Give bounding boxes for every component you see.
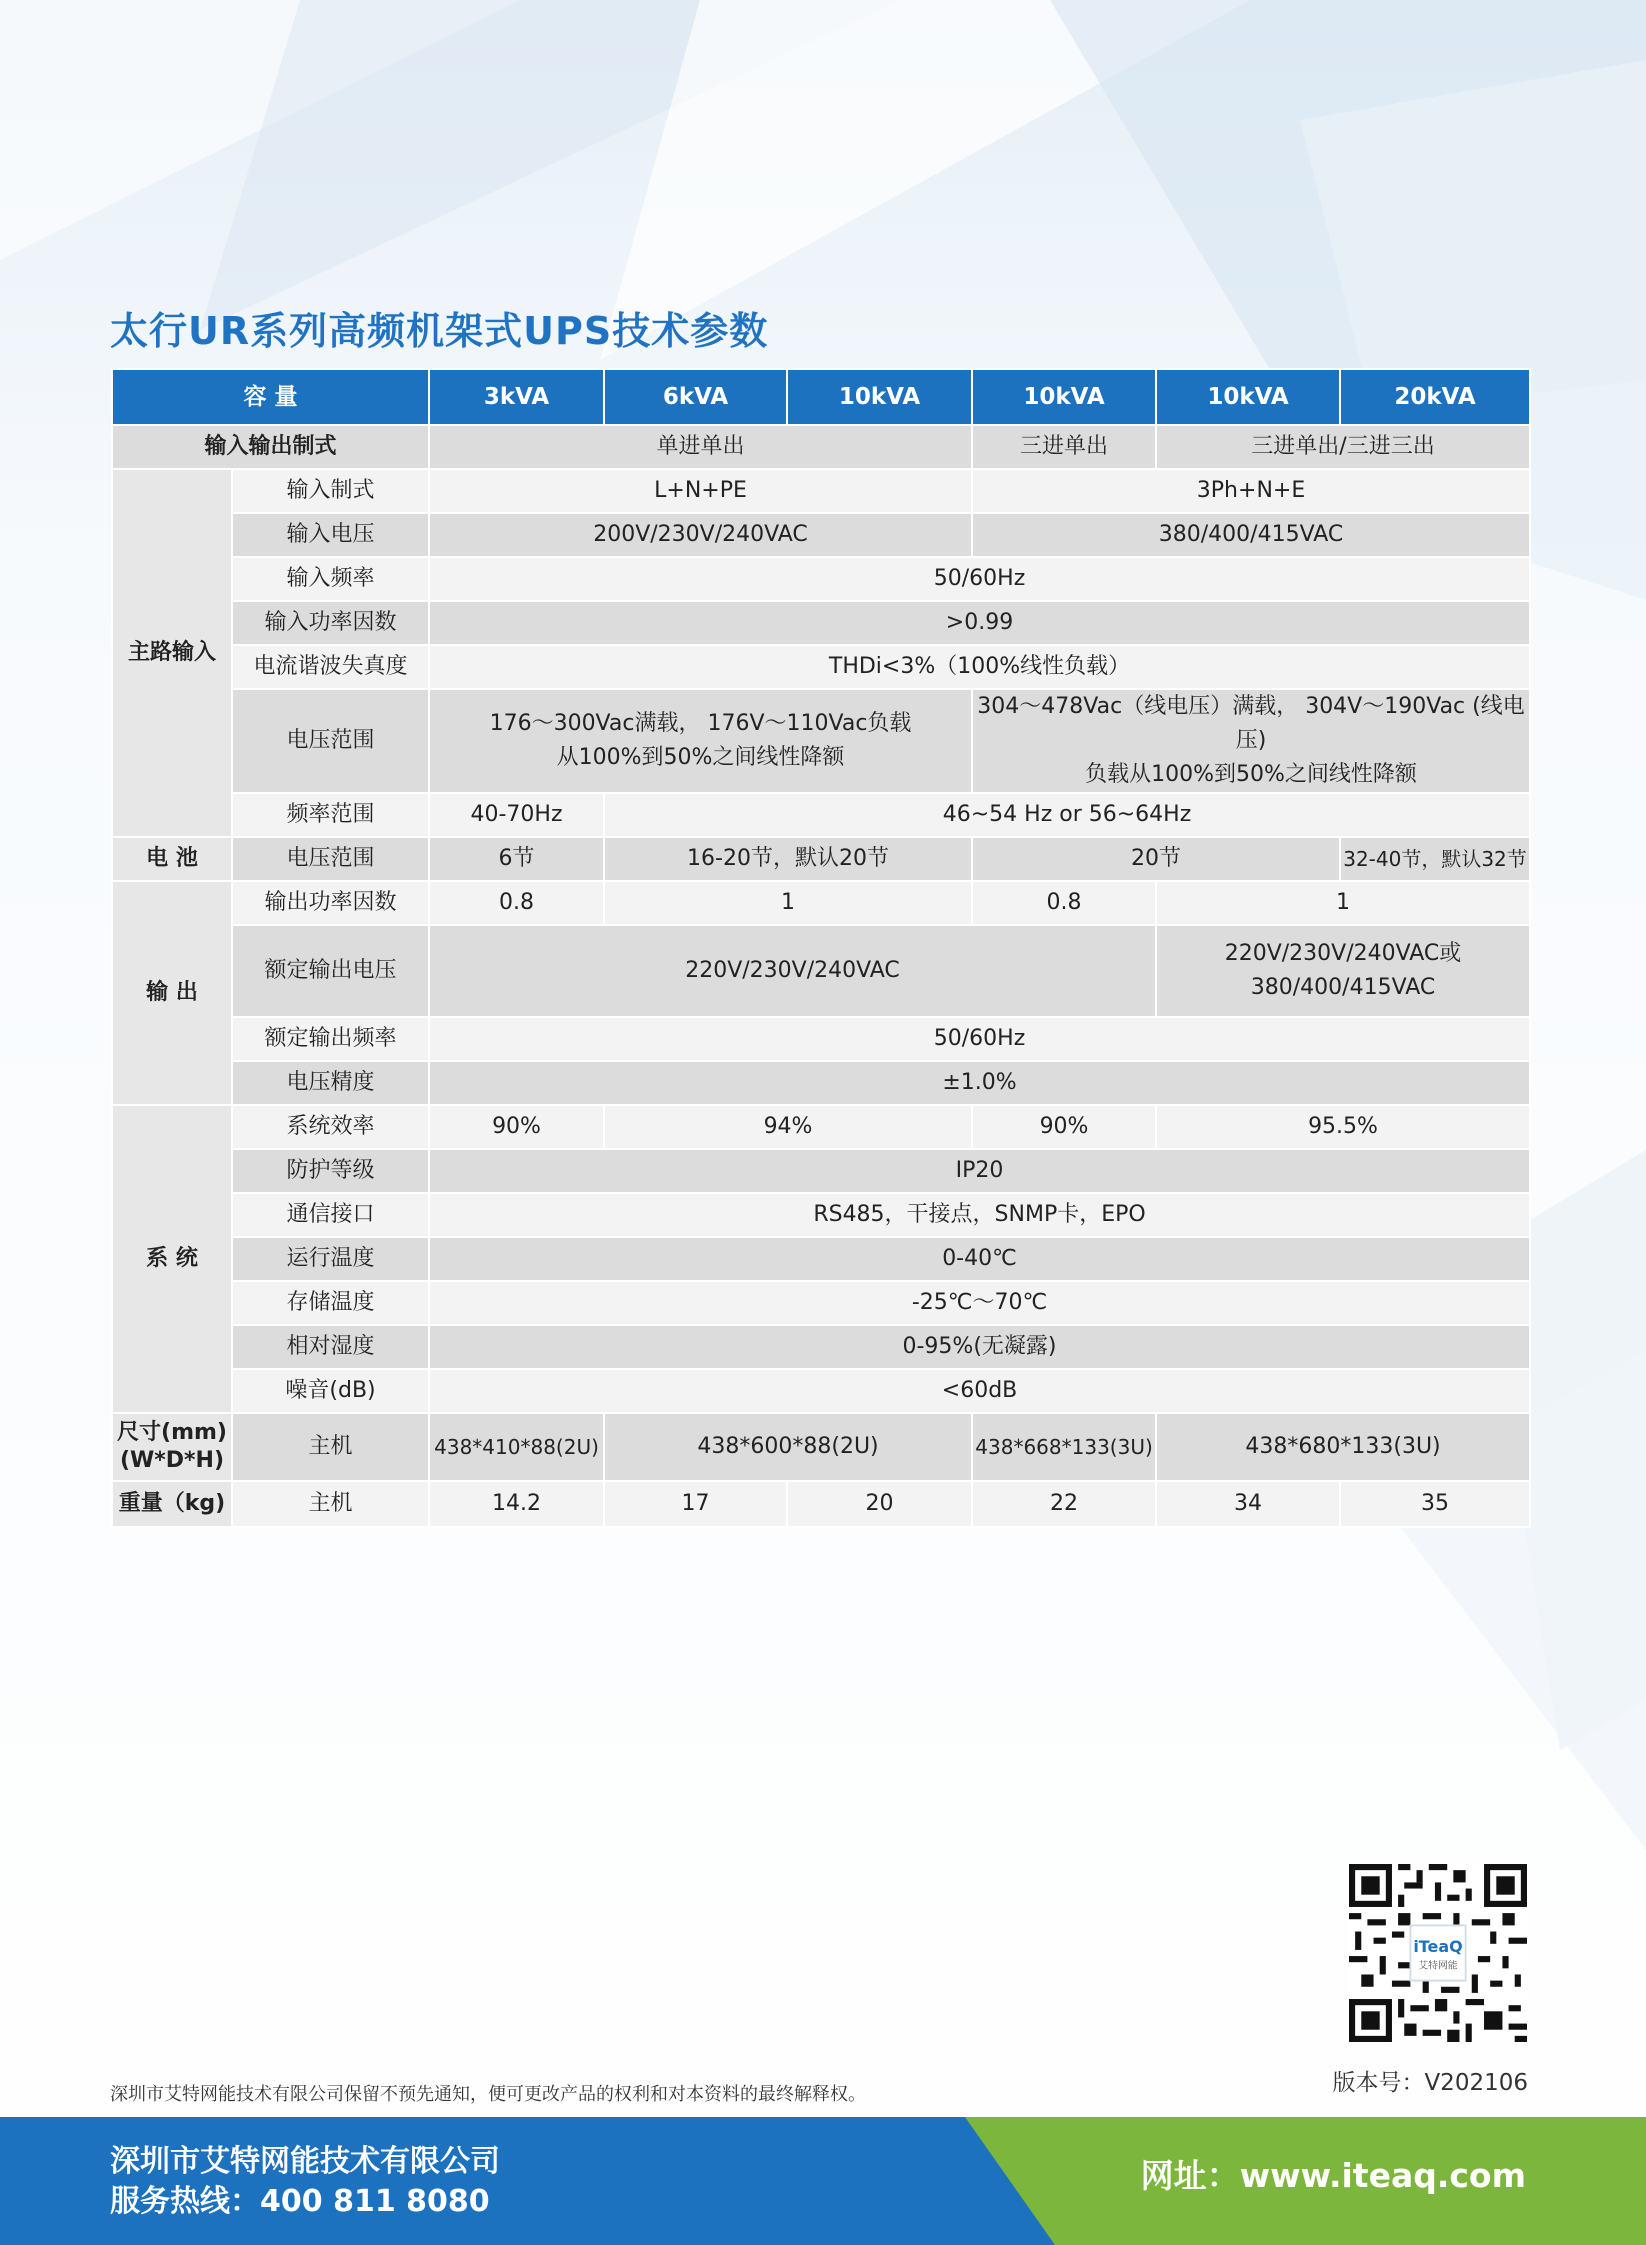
row-label: 通信接口 [232, 1193, 429, 1237]
table-row [112, 1281, 1530, 1325]
table-row [112, 1413, 1530, 1481]
category-output: 输 出 [112, 881, 232, 1105]
row-label: 主机 [232, 1481, 429, 1527]
table-cell: 22 [972, 1481, 1156, 1527]
model-header: 20kVA [1340, 369, 1530, 425]
version-number: 版本号：V202106 [1332, 2070, 1528, 2096]
category-weight: 重量（kg) [112, 1481, 232, 1527]
table-row [112, 1105, 1530, 1149]
row-label: 电压范围 [232, 689, 429, 793]
table-cell: 20节 [972, 837, 1340, 881]
io-mode-label: 输入输出制式 [112, 425, 429, 469]
table-cell: 304～478Vac（线电压）满载， 304V～190Vac (线电压) 负载从100%到50%之间线性降额 [972, 689, 1530, 793]
page-title: 太行UR系列高频机架式UPS技术参数 [110, 309, 769, 353]
table-cell: 46~54 Hz or 56~64Hz [604, 793, 1530, 837]
table-cell: 1 [604, 881, 972, 925]
table-row [112, 1481, 1530, 1527]
table-cell: 438*410*88(2U) [429, 1413, 604, 1481]
table-cell: ±1.0% [429, 1061, 1530, 1105]
qr-code-icon [1349, 1864, 1527, 2042]
table-row [112, 425, 1530, 469]
table-cell: 380/400/415VAC [972, 513, 1530, 557]
table-cell: 1 [1156, 881, 1530, 925]
table-cell: >0.99 [429, 601, 1530, 645]
table-cell: 176～300Vac满载， 176V～110Vac负载 从100%到50%之间线性降额 [429, 689, 972, 793]
row-label: 主机 [232, 1413, 429, 1481]
table-cell: 94% [604, 1105, 972, 1149]
table-row [112, 1237, 1530, 1281]
table-cell: 0-95%(无凝露) [429, 1325, 1530, 1369]
table-cell: 16-20节，默认20节 [604, 837, 972, 881]
table-row [112, 1017, 1530, 1061]
row-label: 系统效率 [232, 1105, 429, 1149]
table-row [112, 837, 1530, 881]
table-cell: 20 [787, 1481, 972, 1527]
table-cell: 三进单出 [972, 425, 1156, 469]
row-label: 电压精度 [232, 1061, 429, 1105]
model-header: 10kVA [1156, 369, 1340, 425]
row-label: 运行温度 [232, 1237, 429, 1281]
row-label: 防护等级 [232, 1149, 429, 1193]
table-cell: 0-40℃ [429, 1237, 1530, 1281]
table-cell: 90% [429, 1105, 604, 1149]
table-row [112, 689, 1530, 793]
row-label: 输入电压 [232, 513, 429, 557]
table-cell: 90% [972, 1105, 1156, 1149]
category-dimensions: 尺寸(mm) (W*D*H) [112, 1413, 232, 1481]
row-label: 输入功率因数 [232, 601, 429, 645]
table-cell: 220V/230V/240VAC [429, 925, 1156, 1017]
table-cell: 35 [1340, 1481, 1530, 1527]
row-label: 额定输出频率 [232, 1017, 429, 1061]
table-cell: <60dB [429, 1369, 1530, 1413]
table-cell: THDi<3%（100%线性负载） [429, 645, 1530, 689]
table-cell: 50/60Hz [429, 1017, 1530, 1061]
table-row [112, 1325, 1530, 1369]
category-main-input: 主路输入 [112, 469, 232, 837]
row-label: 电流谐波失真度 [232, 645, 429, 689]
table-cell: 34 [1156, 1481, 1340, 1527]
row-label: 额定输出电压 [232, 925, 429, 1017]
row-label: 输出功率因数 [232, 881, 429, 925]
table-cell: 95.5% [1156, 1105, 1530, 1149]
row-label: 输入频率 [232, 557, 429, 601]
table-cell: IP20 [429, 1149, 1530, 1193]
row-label: 电压范围 [232, 837, 429, 881]
table-cell: RS485，干接点，SNMP卡，EPO [429, 1193, 1530, 1237]
table-cell: 220V/230V/240VAC或 380/400/415VAC [1156, 925, 1530, 1017]
table-row [112, 1149, 1530, 1193]
table-cell: 三进单出/三进三出 [1156, 425, 1530, 469]
table-row [112, 1061, 1530, 1105]
table-row [112, 469, 1530, 513]
table-row [112, 1193, 1530, 1237]
model-header: 10kVA [787, 369, 972, 425]
table-row [112, 557, 1530, 601]
table-cell: 40-70Hz [429, 793, 604, 837]
capacity-header: 容 量 [112, 369, 429, 425]
footer-website-link[interactable]: 网址：www.iteaq.com [1140, 2156, 1526, 2195]
table-row [112, 793, 1530, 837]
table-cell: 32-40节，默认32节 [1340, 837, 1530, 881]
table-cell: 3Ph+N+E [972, 469, 1530, 513]
table-row [112, 513, 1530, 557]
row-label: 频率范围 [232, 793, 429, 837]
model-header: 10kVA [972, 369, 1156, 425]
row-label: 噪音(dB) [232, 1369, 429, 1413]
table-row [112, 645, 1530, 689]
category-battery: 电 池 [112, 837, 232, 881]
table-row [112, 601, 1530, 645]
table-cell: 17 [604, 1481, 787, 1527]
footer-company-name: 深圳市艾特网能技术有限公司 [110, 2144, 500, 2179]
table-cell: 14.2 [429, 1481, 604, 1527]
model-header: 3kVA [429, 369, 604, 425]
disclaimer: 深圳市艾特网能技术有限公司保留不预先通知，便可更改产品的权利和对本资料的最终解释权。 [110, 2084, 866, 2105]
table-row [112, 881, 1530, 925]
table-cell: 438*600*88(2U) [604, 1413, 972, 1481]
footer-hotline: 服务热线：400 811 8080 [110, 2184, 490, 2219]
table-cell: -25℃～70℃ [429, 1281, 1530, 1325]
table-cell: 438*668*133(3U) [972, 1413, 1156, 1481]
category-system: 系 统 [112, 1105, 232, 1413]
table-cell: 200V/230V/240VAC [429, 513, 972, 557]
row-label: 输入制式 [232, 469, 429, 513]
table-cell: 50/60Hz [429, 557, 1530, 601]
table-cell: 6节 [429, 837, 604, 881]
qr-logo-text: iTeaQ [1413, 1936, 1463, 1956]
table-cell: 单进单出 [429, 425, 972, 469]
qr-logo-subtext: 艾特网能 [1418, 1960, 1458, 1972]
table-cell: 0.8 [972, 881, 1156, 925]
spec-table [111, 368, 1531, 1528]
model-header: 6kVA [604, 369, 787, 425]
table-row [112, 925, 1530, 1017]
row-label: 相对湿度 [232, 1325, 429, 1369]
table-cell: L+N+PE [429, 469, 972, 513]
row-label: 存储温度 [232, 1281, 429, 1325]
table-cell: 438*680*133(3U) [1156, 1413, 1530, 1481]
table-cell: 0.8 [429, 881, 604, 925]
header-row [112, 369, 1530, 425]
table-row [112, 1369, 1530, 1413]
